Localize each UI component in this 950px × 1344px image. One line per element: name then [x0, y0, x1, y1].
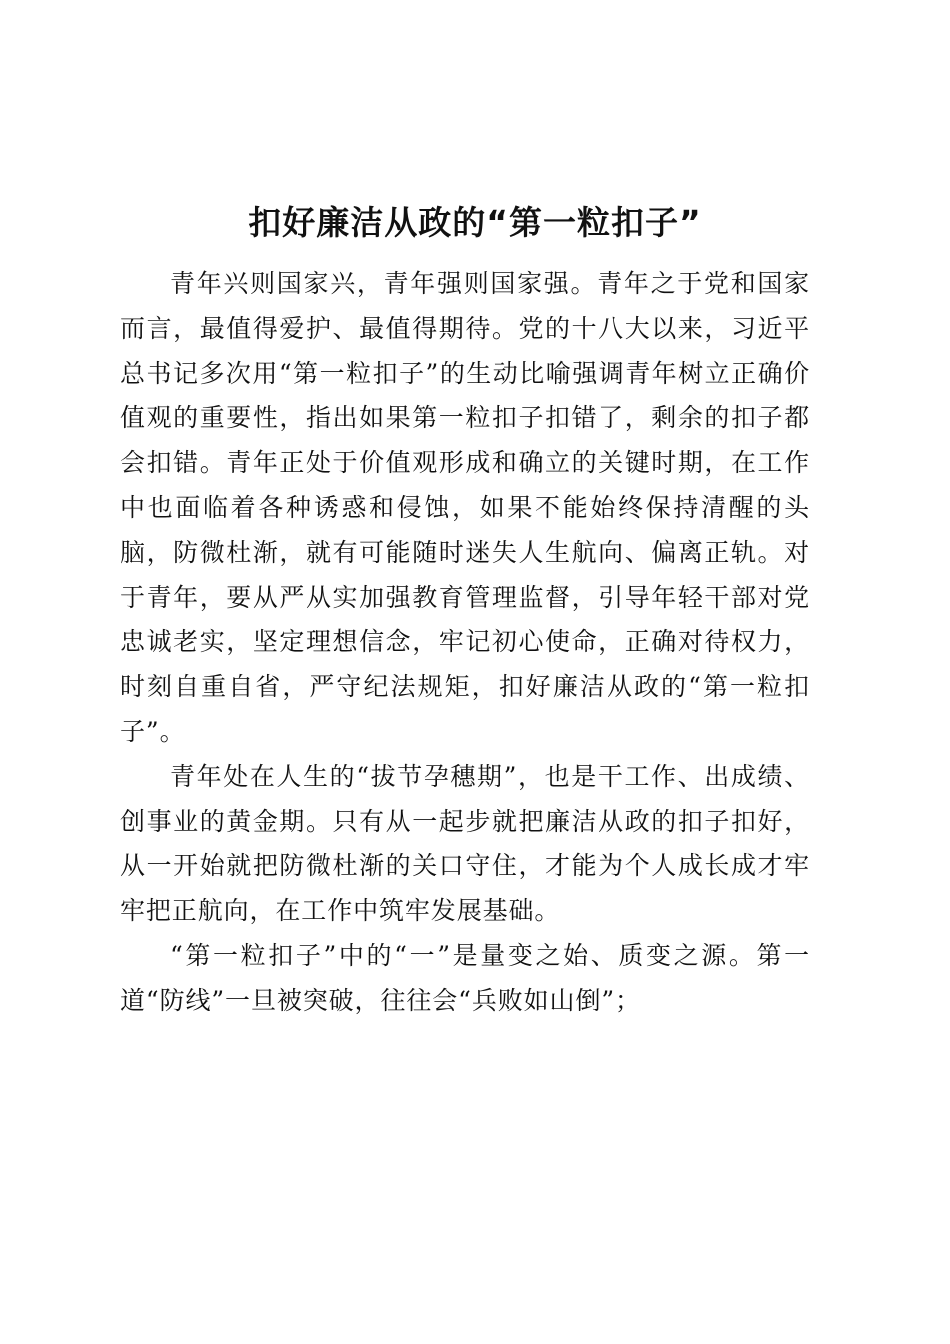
- paragraph-1: 青年兴则国家兴，青年强则国家强。青年之于党和国家而言，最值得爱护、最值得期待。党的十八大以来，习近平总书记多次用“第一粒扣子”的生动比喻强调青年树立正确价值观的重要性，指出如果第一粒扣子扣错了，剩余的扣子都会扣错。青年正处于价值观形成和确立的关键时期，在工作中也面临着各种诱惑和侵蚀，如果不能始终保持清醒的头脑，防微杜渐，就有可能随时迷失人生航向、偏离正轨。对于青年，要从严从实加强教育管理监督，引导年轻干部对党忠诚老实，坚定理想信念，牢记初心使命，正确对待权力，时刻自重自省，严守纪法规矩，扣好廉洁从政的“第一粒扣子”。: [120, 269, 810, 746]
- paragraph-3: “第一粒扣子”中的“一”是量变之始、质变之源。第一道“防线”一旦被突破，往往会“兵败如山倒”；: [120, 940, 810, 1015]
- document-body: [120, 262, 810, 1024]
- document-title: 扣好廉洁从政的“第一粒扣子”: [248, 203, 702, 242]
- paragraph-2: 青年处在人生的“拔节孕穗期”，也是干工作、出成绩、创事业的黄金期。只有从一起步就把廉洁从政的扣子扣好，从一开始就把防微杜渐的关口守住，才能为个人成长成才牢牢把正航向，在工作中筑牢发展基础。: [120, 761, 810, 926]
